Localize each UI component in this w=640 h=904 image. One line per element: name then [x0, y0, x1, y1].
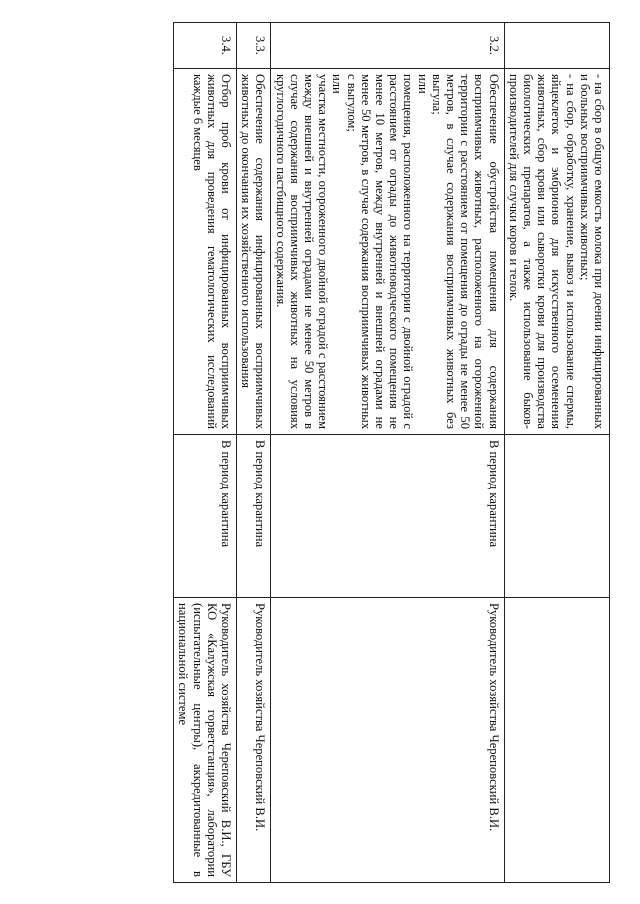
action-line: - на сбор, обработку, хранение, вывоз и использование спермы, яйцеклеток и эмбрионов для искусственного осеменения животных, сбор крови или сыворотки крови для производства биологических препаратов, а также использование быков-производителей для случки коров и телок.: [506, 74, 578, 429]
term-cell: [504, 435, 609, 598]
table-row: [504, 23, 609, 883]
action-line: Обеспечение содержания инфицированных восприимчивых животных до окончания их хозяйственного использования: [239, 74, 268, 429]
row-number: 3.2.: [271, 23, 504, 69]
action-cell: [236, 69, 270, 435]
term-cell: В период карантина: [236, 435, 270, 598]
row-number: 3.4.: [174, 23, 237, 69]
term-cell: В период карантина: [271, 435, 504, 598]
term-cell: В период карантина: [174, 435, 237, 598]
action-line: участка местности, огороженного двойной оградой с расстоянием между внешней и внутренней оградами не менее 50 метров в случае содержания восприимчивых животных на условиях круглогодичного пастбищного содержания.: [273, 74, 331, 429]
action-line: Отбор проб крови от инфицированных восприимчивых животных для проведения гематологических исследований каждые 6 месяцев: [190, 74, 233, 429]
quarantine-measures-table: [173, 22, 610, 883]
table-row: [271, 23, 504, 883]
row-number: [504, 23, 609, 69]
responsible-cell: Руководитель хозяйства Череповский В.И., ГБУ КО «Калужская горветстанция», лаборатории (испытательные центры), аккредитованные в национальной системе: [174, 598, 237, 883]
row-number: 3.3.: [236, 23, 270, 69]
action-cell: [271, 69, 504, 435]
table-row: [236, 23, 270, 883]
responsible-cell: [504, 598, 609, 883]
action-separator: или: [415, 74, 430, 94]
action-cell: [174, 69, 237, 435]
responsible-cell: Руководитель хозяйства Череповский В.И.: [271, 598, 504, 883]
responsible-cell: Руководитель хозяйства Череповский В.И.: [236, 598, 270, 883]
action-separator: или: [330, 74, 345, 94]
action-line: - на сбор в общую емкость молока при доении инфицированных и больных восприимчивых животных;: [577, 74, 606, 429]
action-cell: [504, 69, 609, 435]
table-row: [174, 23, 237, 883]
action-line: помещения, расположенного на территории с двойной оградой с расстоянием от ограды до животноводческого помещения не менее 10 метров, между внутренней и внешней оградами не менее 50 метров, в случае содержания восприимчивых животных с выгулом;: [344, 74, 416, 429]
action-line: Обеспечение обустройства помещения для содержания восприимчивых животных, расположенного на огороженной территории с расстоянием от помещения до ограды не менее 50 метров, в случае содержания восприимчивых животных без выгула;: [429, 74, 501, 429]
